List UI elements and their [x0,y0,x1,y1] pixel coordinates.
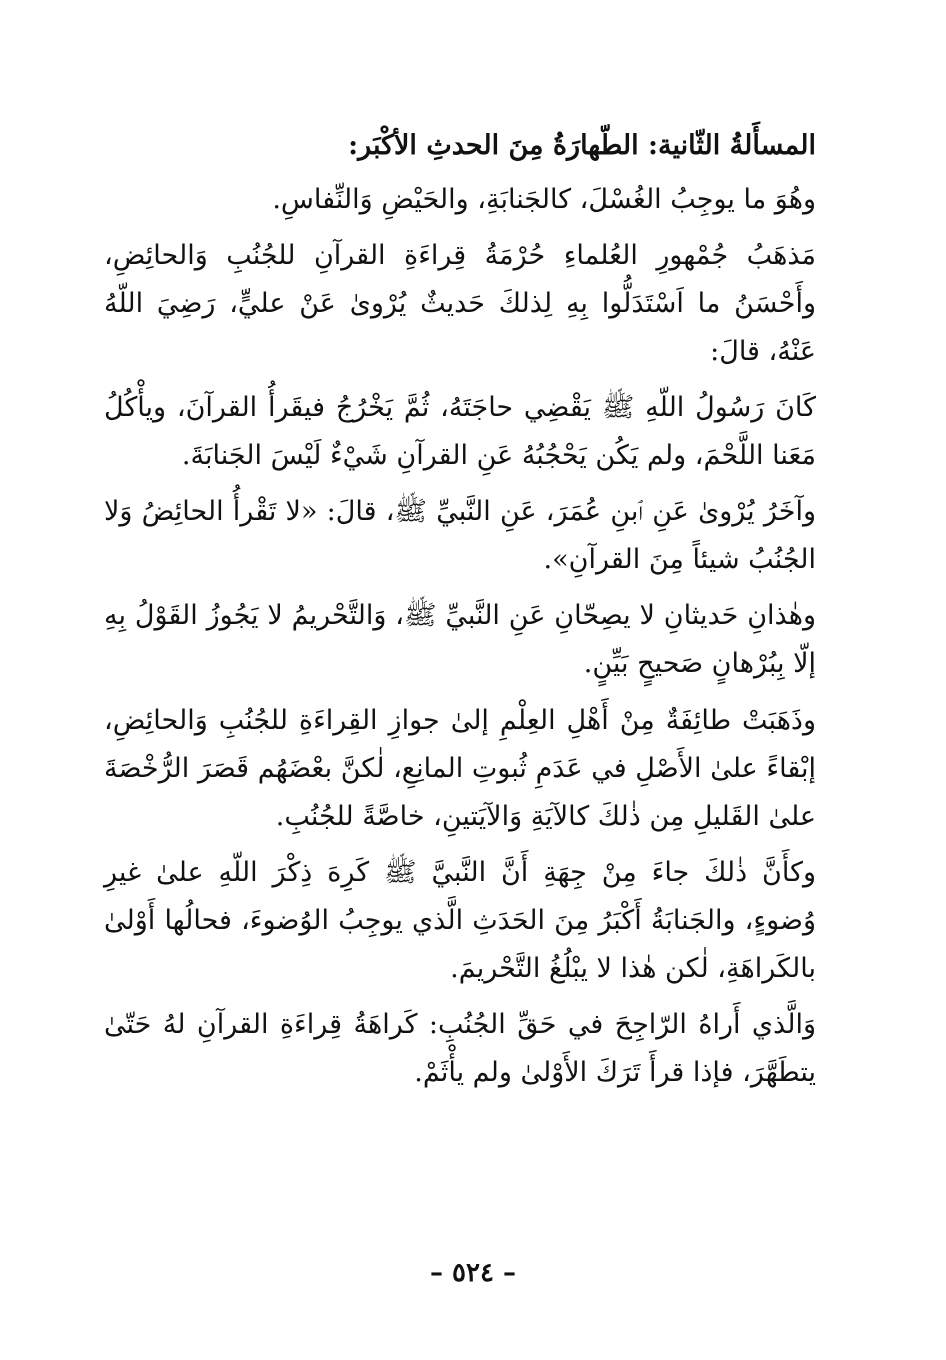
paragraph-permissive-view: وذَهَبَتْ طائِفَةٌ مِنْ أَهْلِ العِلْمِ إلىٰ جوازِ القِراءَةِ للجُنُبِ وَالحائِضِ، إبْقاءً علىٰ الأَصْلِ في عَدَمِ ثُبوتِ المانِعِ، لٰكنَّ بعْضَهُم قَصَرَ الرُّخْصَةَ علىٰ القَليلِ مِن ذٰلكَ كالآيَةِ وَالآيَتينِ، خاصَّةً للجُنُبِ. [104,704,816,832]
paragraph-hadith-ali: كَانَ رَسُولُ اللّهِ ﷺ يَقْضِي حاجَتَهُ، ثُمَّ يَخْرُجُ فيقَرأُ القرآنَ، ويأْكُلُ مَعَنا اللَّحْمَ، ولم يَكُن يَحْجُبُهُ عَنِ القرآنِ شَيْءٌ لَيْسَ الجَنابَةَ. [104,392,816,472]
section-heading: المسأَلةُ الثّانية: الطّهارَةُ مِنَ الحدثِ الأكْبَر: [348,130,816,161]
paragraph-conclusion: وَالَّذي أَراهُ الرّاجِحَ في حَقِّ الجُنُبِ: كَراهَةُ قِراءَةِ القرآنِ لهُ حَتّىٰ يتطَهَّرَ، فإذا قرأَ تَرَكَ الأَوْلىٰ ولم يأْثَمْ. [104,1008,816,1088]
paragraph-hadith-ibn-umar: وآخَرُ يُرْوىٰ عَنِ ٱبنِ عُمَرَ، عَنِ النَّبيِّ ﷺ، قالَ: «لا تَقْرأُ الحائِضُ وَلا الجُنُبُ شيئاً مِنَ القرآنِ». [104,496,816,576]
paragraph-dislike-reason: وكأَنَّ ذٰلكَ جاءَ مِنْ جِهَةِ أَنَّ النَّبيَّ ﷺ كَرِهَ ذِكْرَ اللّهِ علىٰ غيرِ وُضوءٍ، والجَنابَةُ أَكْبَرُ مِنَ الحَدَثِ الَّذي يوجِبُ الوُضوءَ، فحالُها أَوْلىٰ بالكَراهَةِ، لٰكن هٰذا لا يبْلُغُ التَّحْريمَ. [104,856,816,984]
paragraph-majority-view: مَذهَبُ جُمْهورِ العُلماءِ حُرْمَةُ قِراءَةِ القرآنِ للجُنُبِ وَالحائِضِ، وأَحْسَنُ ما اَسْتَدَلُّوا بِهِ لِذلكَ حَديثٌ يُرْوىٰ عَنْ عليٍّ، رَضِيَ اللّهُ عَنْهُ، قالَ: [104,240,816,368]
page-number: – ٥٢٤ – [429,1258,517,1288]
paragraph-hadith-weakness: وهٰذانِ حَديثانِ لا يصِحّانِ عَنِ النَّبيِّ ﷺ، وَالتَّحْريمُ لا يَجُوزُ القَوْلُ بِهِ إلّا بِبُرْهانٍ صَحيحٍ بَيِّنٍ. [104,600,816,680]
paragraph-definition: وهُوَ ما يوجِبُ الغُسْلَ، كالجَنابَةِ، والحَيْضِ وَالنِّفاسِ. [272,184,816,216]
page-text [104,122,816,1105]
